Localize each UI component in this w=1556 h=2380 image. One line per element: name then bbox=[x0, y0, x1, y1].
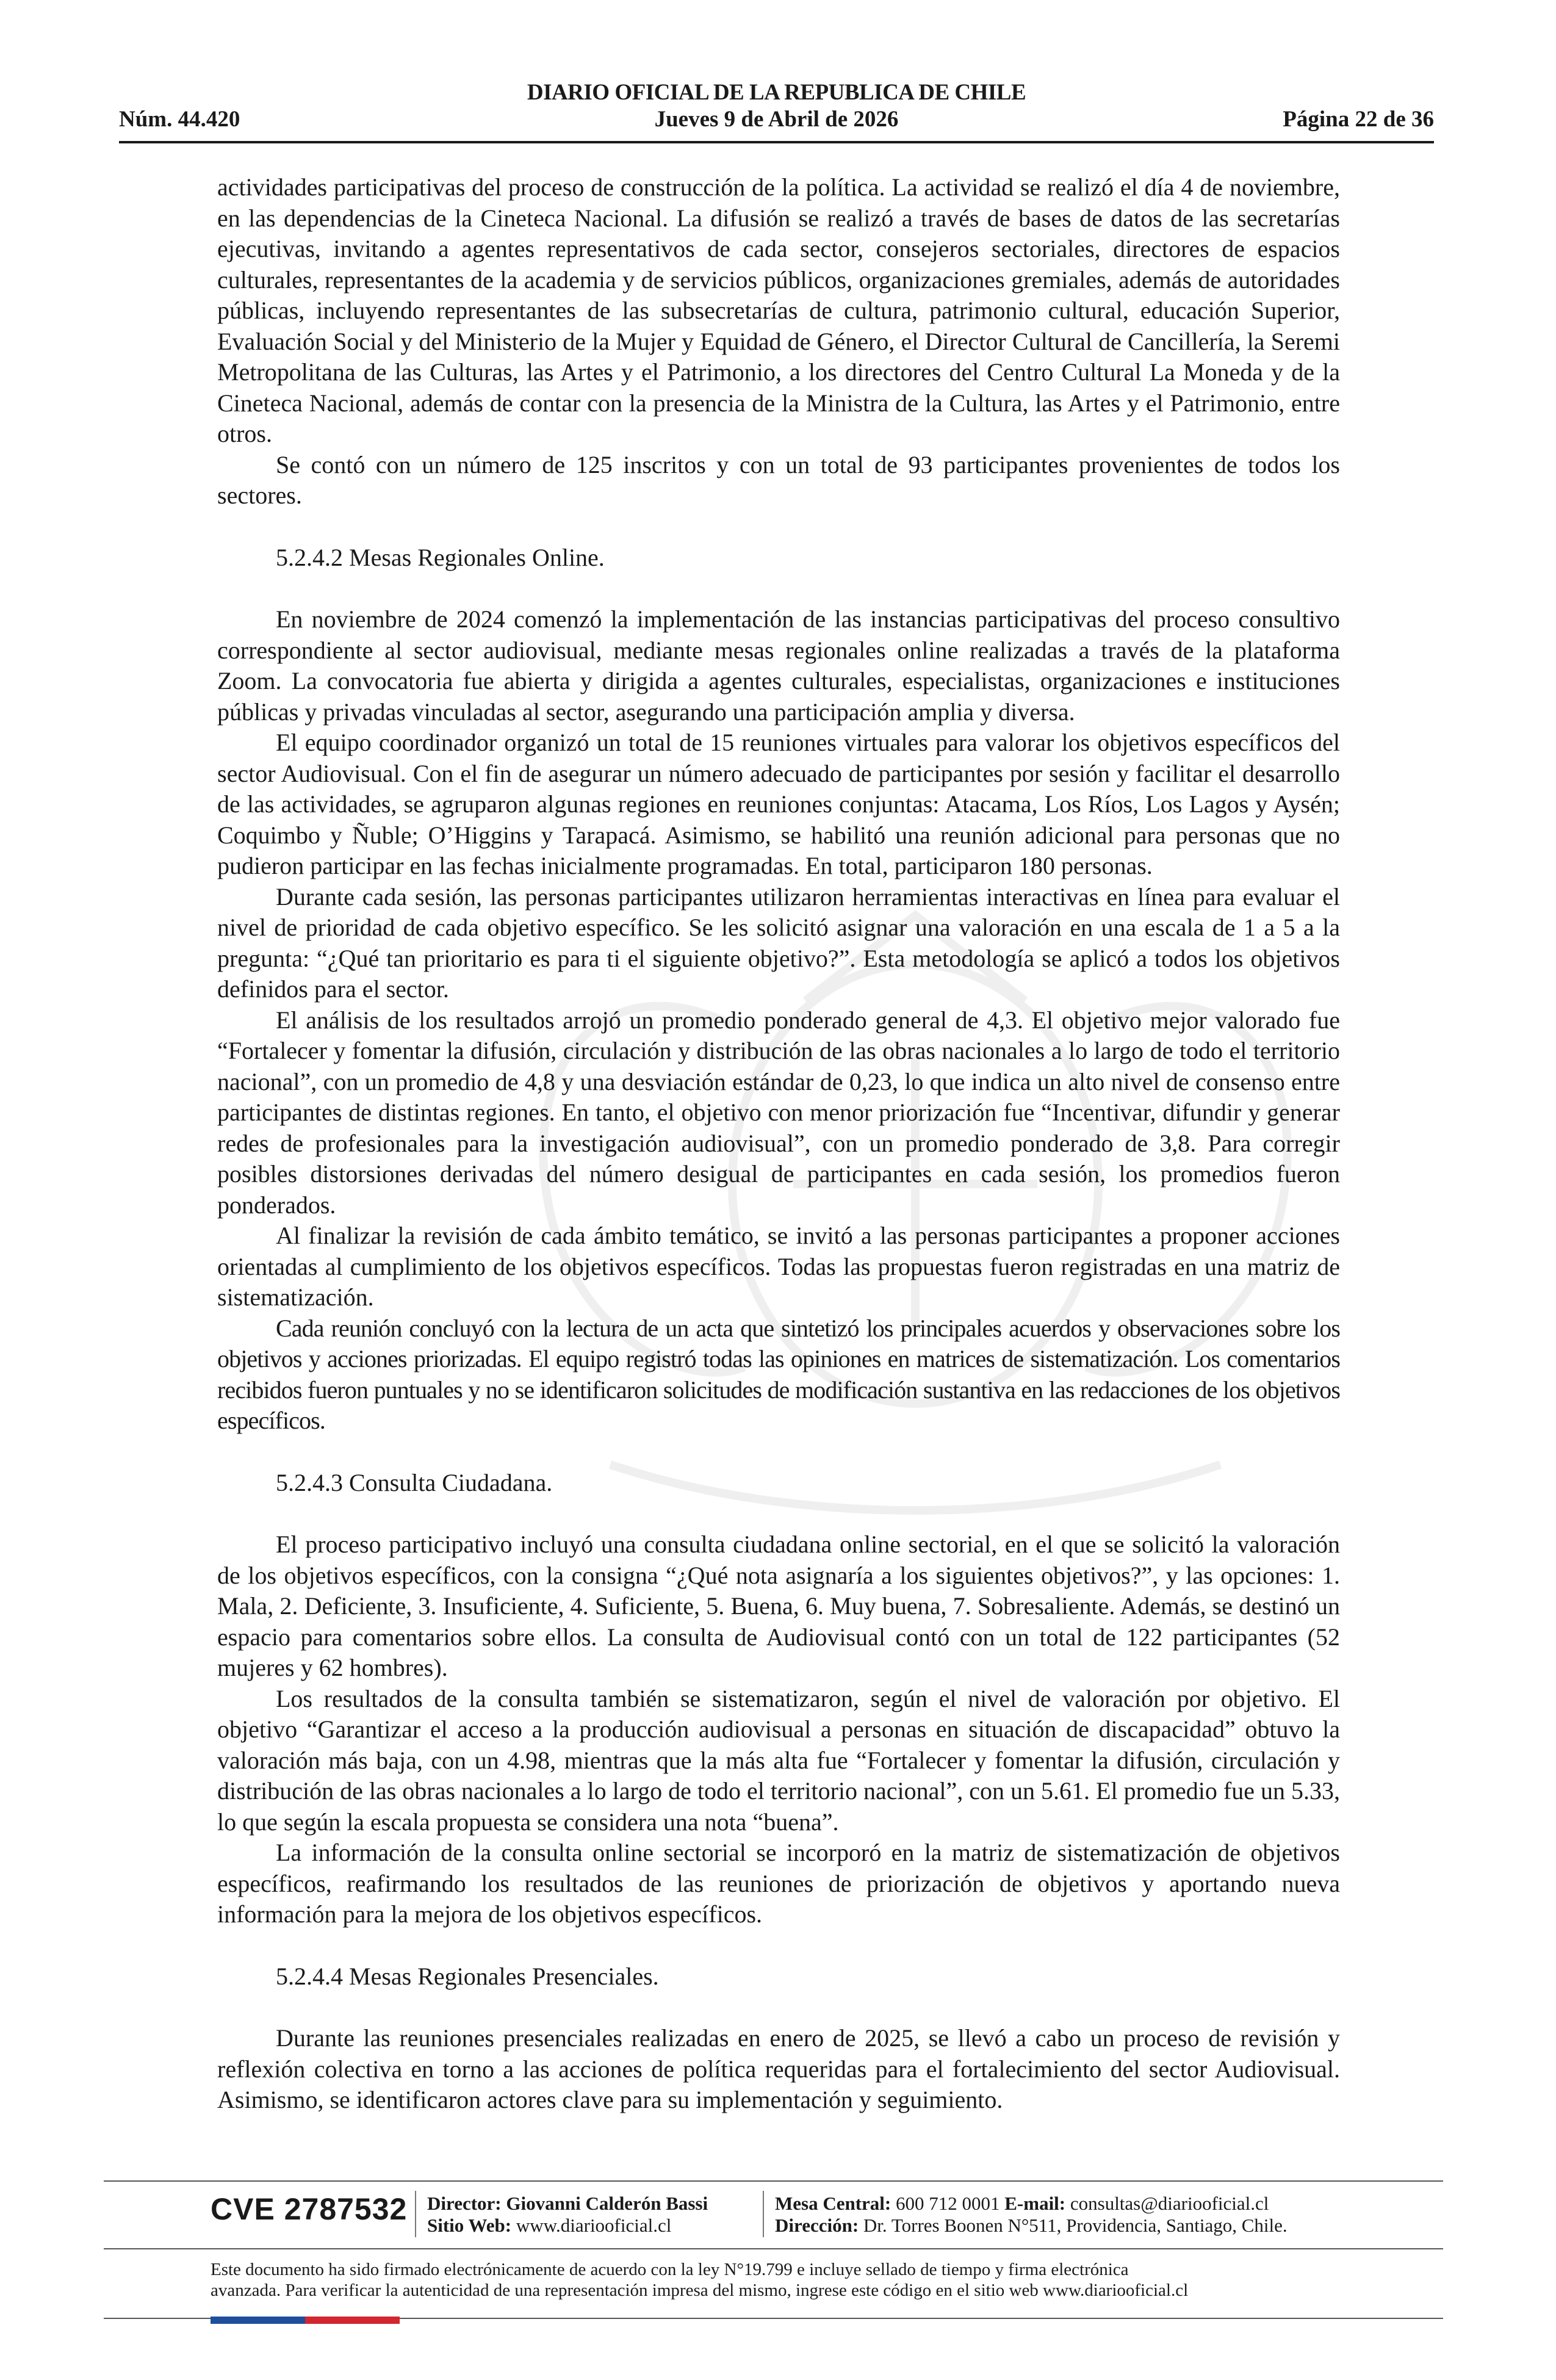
footer-rule bbox=[104, 2248, 1443, 2249]
director-label: Director: bbox=[427, 2193, 502, 2214]
address-text: Dr. Torres Boonen N°511, Providencia, Santiago, Chile. bbox=[863, 2215, 1288, 2236]
paragraph: En noviembre de 2024 comenzó la implementación de las instancias participativas del proceso consultivo correspondiente al sector audiovisual, mediante mesas regionales online realizadas a través de la plataforma Zoom. La convocatoria fue abierta y dirigida a agentes culturales, especialistas, organizaciones e instituciones públicas y privadas vinculadas al sector, asegurando una participación amplia y diversa. bbox=[217, 605, 1340, 726]
issue-number: Núm. 44.420 bbox=[119, 107, 240, 132]
paragraph: Durante cada sesión, las personas participantes utilizaron herramientas interactivas en línea para evaluar el nivel de prioridad de cada objetivo específico. Se les solicitó asignar una valoración en una escala de 1 a 5 a la pregunta: “¿Qué tan prioritario es para ti el siguiente objetivo?”. Esta metodología se aplicó a todos los objetivos definidos para el sector. bbox=[217, 882, 1340, 1003]
footer-separator bbox=[415, 2191, 416, 2237]
paragraph: La información de la consulta online sectorial se incorporó en la matriz de sistematización de objetivos específicos, reafirmando los resultados de las reuniones de priorización de objetivos y aportando nueva información para la mejora de los objetivos específicos. bbox=[217, 1839, 1340, 1928]
legal-line: Este documento ha sido firmado electrónicamente de acuerdo con la ley N°19.799 e incluye sellado de tiempo y firma electrónica bbox=[211, 2260, 1129, 2279]
publication-title: DIARIO OFICIAL DE LA REPUBLICA DE CHILE bbox=[527, 80, 1026, 105]
cve-code: CVE 2787532 bbox=[211, 2192, 408, 2226]
paragraph: actividades participativas del proceso de construcción de la política. La actividad se realizó el día 4 de noviembre, en las dependencias de la Cineteca Nacional. La difusión se realizó a través de bases de datos de las secretarías ejecutivas, invitando a agentes representativos de cada sector, consejeros sectoriales, directores de espacios culturales, representantes de la academia y de servicios públicos, organizaciones gremiales, además de autoridades públicas, incluyendo representantes de las subsecretarías de cultura, patrimonio cultural, educación Superior, Evaluación Social y del Ministerio de la Mujer y Equidad de Género, el Director Cultural de Cancillería, la Seremi Metropolitana de las Culturas, las Artes y el Patrimonio, a los directores del Centro Cultural La Moneda y de la Cineteca Nacional, además de contar con la presencia de la Ministra de la Cultura, las Artes y el Patrimonio, entre otros. bbox=[217, 173, 1340, 447]
paragraph: El proceso participativo incluyó una consulta ciudadana online sectorial, en el que se solicitó la valoración de los objetivos específicos, con la consigna “¿Qué nota asignaría a los siguientes objetivos?”, y las opciones: 1. Mala, 2. Deficiente, 3. Insuficiente, 4. Suficiente, 5. Buena, 6. Muy buena, 7. Sobresaliente. Además, se destinó un espacio para comentarios sobre ellos. La consulta de Audiovisual contó con un total de 122 participantes (52 mujeres y 62 hombres). bbox=[217, 1531, 1340, 1681]
paragraph: El análisis de los resultados arrojó un promedio ponderado general de 4,3. El objetivo mejor valorado fue “Fortalecer y fomentar la difusión, circulación y distribución de las obras nacionales a lo largo de todo el territorio nacional”, con un promedio de 4,8 y una desviación estándar de 0,23, lo que indica un alto nivel de consenso entre participantes de distintas regiones. En tanto, el objetivo con menor priorización fue “Incentivar, difundir y generar redes de profesionales para la investigación audiovisual”, con un promedio ponderado de 3,8. Para corregir posibles distorsiones derivadas del número desigual de participantes en cada sesión, los promedios fueron ponderados. bbox=[217, 1006, 1340, 1219]
footer-rule bbox=[104, 2180, 1443, 2182]
director-name: Giovanni Calderón Bassi bbox=[506, 2193, 708, 2214]
paragraph: Los resultados de la consulta también se sistematizaron, según el nivel de valoración por objetivo. El objetivo “Garantizar el acceso a la producción audiovisual a personas en situación de discapacidad” obtuvo la valoración más baja, con un 4.98, mientras que la más alta fue “Fortalecer y fomentar la difusión, circulación y distribución de las obras nacionales a lo largo de todo el territorio nacional”, con un 5.61. El promedio fue un 5.33, lo que según la escala propuesta se considera una nota “buena”. bbox=[217, 1684, 1340, 1836]
email-label: E-mail: bbox=[1004, 2193, 1066, 2214]
email-link[interactable]: consultas@diariooficial.cl bbox=[1070, 2193, 1269, 2214]
paragraph: Se contó con un número de 125 inscritos y con un total de 93 participantes provenientes de todos los sectores. bbox=[217, 450, 1340, 509]
legal-notice bbox=[211, 2259, 1345, 2301]
footer-separator bbox=[763, 2191, 764, 2237]
flag-stripe-blue bbox=[211, 2317, 305, 2324]
section-heading-5-2-4-4: 5.2.4.4 Mesas Regionales Presenciales. bbox=[276, 1962, 659, 1990]
paragraph: Durante las reuniones presenciales realizadas en enero de 2025, se llevó a cabo un proceso de revisión y reflexión colectiva en torno a las acciones de política requeridas para el fortalecimiento del sector Audiovisual. Asimismo, se identificaron actores clave para su implementación y seguimiento. bbox=[217, 2024, 1340, 2113]
document-body bbox=[217, 172, 1340, 2116]
section-heading-5-2-4-2: 5.2.4.2 Mesas Regionales Online. bbox=[276, 543, 605, 571]
paragraph: El equipo coordinador organizó un total de 15 reuniones virtuales para valorar los objetivos específicos del sector Audiovisual. Con el fin de asegurar un número adecuado de participantes por sesión y facilitar el desarrollo de las actividades, se agruparon algunas regiones en reuniones conjuntas: Atacama, Los Ríos, Los Lagos y Aysén; Coquimbo y Ñuble; O’Higgins y Tarapacá. Asimismo, se habilitó una reunión adicional para personas que no pudieron participar en las fechas inicialmente programadas. En total, participaron 180 personas. bbox=[217, 729, 1340, 879]
page-number: Página 22 de 36 bbox=[1283, 107, 1434, 132]
footer-director-block bbox=[427, 2193, 708, 2237]
section-heading-5-2-4-3: 5.2.4.3 Consulta Ciudadana. bbox=[276, 1468, 553, 1496]
paragraph: Cada reunión concluyó con la lectura de un acta que sintetizó los principales acuerdos y observaciones sobre los objetivos y acciones priorizadas. El equipo registró todas las opiniones en matrices de sistematización. Los comentarios recibidos fueron puntuales y no se identificaron solicitudes de modificación sustantiva en las redacciones de los objetivos específicos. bbox=[217, 1314, 1340, 1434]
flag-stripe-red bbox=[305, 2317, 400, 2324]
phone-number: 600 712 0001 bbox=[896, 2193, 1000, 2214]
issue-date: Jueves 9 de Abril de 2026 bbox=[654, 107, 899, 132]
footer-contact-block bbox=[775, 2193, 1288, 2237]
website-label: Sitio Web: bbox=[427, 2215, 512, 2236]
website-link[interactable]: www.diariooficial.cl bbox=[516, 2215, 672, 2236]
phone-label: Mesa Central: bbox=[775, 2193, 891, 2214]
page-header bbox=[119, 72, 1434, 145]
address-label: Dirección: bbox=[775, 2215, 859, 2236]
paragraph: Al finalizar la revisión de cada ámbito temático, se invitó a las personas participantes a proponer acciones orientadas al cumplimiento de los objetivos específicos. Todas las propuestas fueron registradas en una matriz de sistematización. bbox=[217, 1222, 1340, 1311]
legal-line: avanzada. Para verificar la autenticidad de una representación impresa del mismo, ingrese este código en el sitio web www.diariooficial.cl bbox=[211, 2281, 1189, 2300]
header-rule bbox=[119, 141, 1434, 143]
